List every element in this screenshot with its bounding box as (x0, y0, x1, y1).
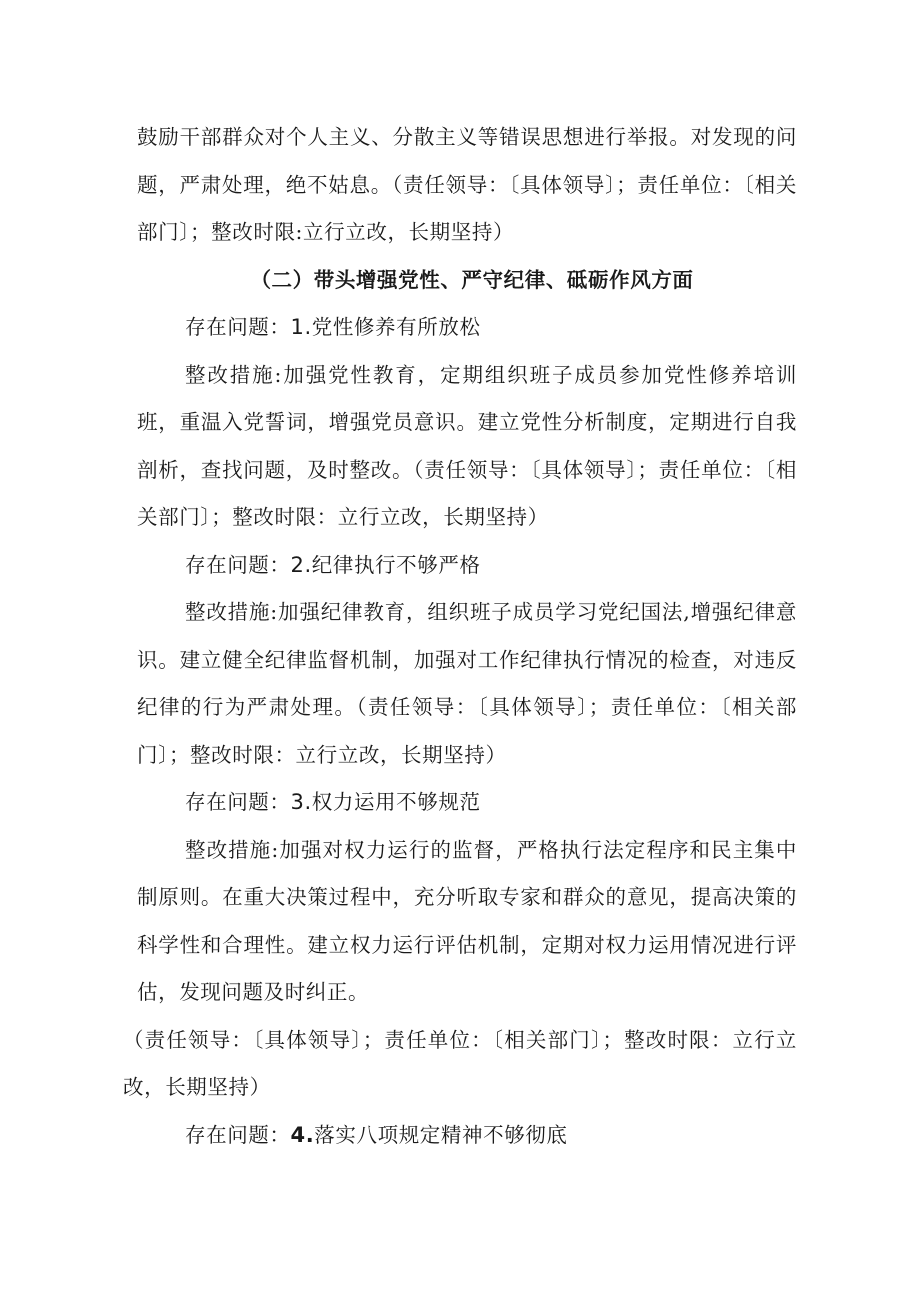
issue-text: 党性修养有所放松 (311, 315, 481, 339)
issue-number: 2. (290, 552, 312, 577)
issue-label: 存在问题： (185, 790, 291, 814)
measure-3: 整改措施:加强对权力运行的监督，严格执行法定程序和民主集中制原则。在重大决策过程中，充分听取专家和群众的意见，提高决策的科学性和合理性。建立权力运行评估机制，定期对权力运用情况进行评估，发现问题及时纠正。 (137, 837, 797, 1004)
issue-2 (137, 542, 797, 590)
section-heading-2: （二）带头增强党性、严守纪律、砥砺作风方面 (250, 267, 694, 292)
issue-label: 存在问题： (185, 552, 291, 577)
paragraph-report-encouragement: 鼓励干部群众对个人主义、分散主义等错误思想进行举报。对发现的问题，严肃处理，绝不姑息。（责任领导：〔具体领导〕；责任单位：〔相关部门〕；整改时限:立行立改，长期坚持） (137, 125, 797, 244)
document-page (123, 114, 797, 1159)
issue-number: 1. (290, 315, 312, 339)
measure-1: 整改措施:加强党性教育，定期组织班子成员参加党性修养培训班，重温入党誓词，增强党员意识。建立党性分析制度，定期进行自我剖析，查找问题，及时整改。（责任领导：〔具体领导〕；责任单位：〔相关部门〕；整改时限：立行立改，长期坚持） (137, 362, 797, 529)
issue-1 (137, 304, 797, 352)
issue-number: 4. (290, 1122, 315, 1147)
measure-2: 整改措施:加强纪律教育，组织班子成员学习党纪国法,增强纪律意识。建立健全纪律监督机制，加强对工作纪律执行情况的检查，对违反纪律的行为严肃处理。（责任领导：〔具体领导〕；责任单位：〔相关部门〕；整改时限：立行立改，长期坚持） (137, 600, 797, 767)
issue-3 (137, 779, 797, 827)
issue-text: 权力运用不够规范 (311, 790, 481, 814)
issue-number: 3. (290, 790, 312, 814)
issue-text: 纪律执行不够严格 (311, 552, 481, 577)
measure-3-responsibility: （责任领导：〔具体领导〕；责任单位：〔相关部门〕；整改时限：立行立改，长期坚持） (123, 1027, 797, 1099)
issue-label: 存在问题： (185, 1122, 291, 1147)
issue-text: 落实八项规定精神不够彻底 (314, 1122, 568, 1147)
issue-4 (137, 1112, 797, 1160)
issue-label: 存在问题： (185, 315, 291, 339)
